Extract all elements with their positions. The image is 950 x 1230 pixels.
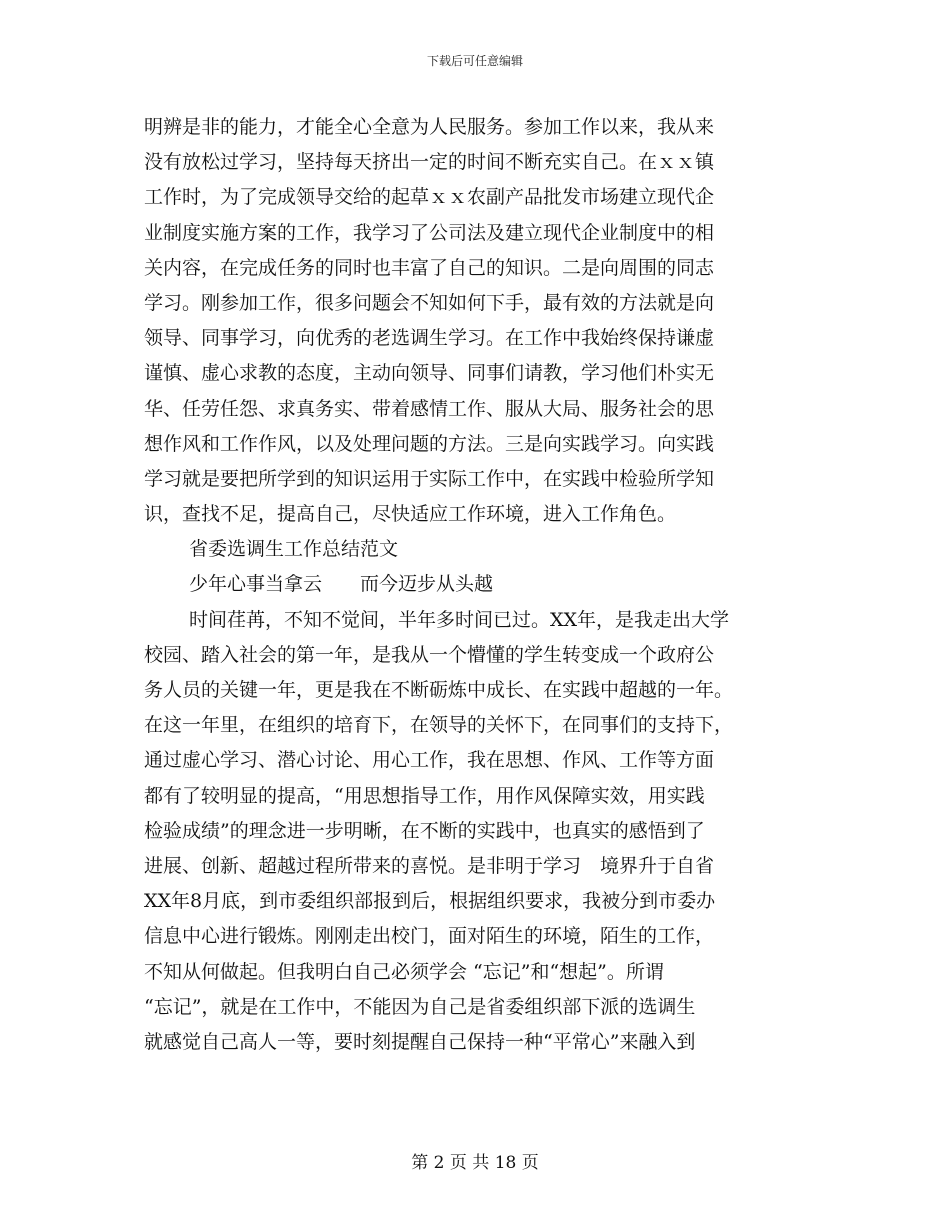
text-line: 在这一年里，在组织的培育下，在领导的关怀下，在同事们的支持下， — [144, 714, 734, 737]
text-line: 都有了较明显的提高，“用思想指导工作，用作风保障实效，用实践 — [144, 784, 705, 807]
text-line: 领导、同事学习，向优秀的老选调生学习。在工作中我始终保持谦虚 — [144, 327, 715, 350]
text-line: 进展、创新、超越过程所带来的喜悦。是非明于学习 境界升于自省 — [144, 854, 715, 877]
text-line: 学习就是要把所学到的知识运用于实际工作中，在实践中检验所学知 — [144, 467, 715, 490]
text-line: 关内容，在完成任务的同时也丰富了自己的知识。二是向周围的同志 — [144, 256, 715, 279]
text-line: 不知从何做起。但我明白自己必须学会 “忘记”和“想起”。所谓 — [144, 960, 664, 983]
text-line: 识，查找不足，提高自己，尽快适应工作环境，进入工作角色。 — [144, 503, 677, 526]
text-line: 通过虚心学习、潜心讨论、用心工作，我在思想、作风、工作等方面 — [144, 749, 715, 772]
text-line: 谨慎、虚心求教的态度，主动向领导、同事们请教，学习他们朴实无 — [144, 362, 715, 385]
text-line: 学习。刚参加工作，很多问题会不知如何下手，最有效的方法就是向 — [144, 291, 715, 314]
text-line: 想作风和工作作风，以及处理问题的方法。三是向实践学习。向实践 — [144, 432, 715, 455]
text-line: 工作时，为了完成领导交给的起草ｘｘ农副产品批发市场建立现代企 — [144, 186, 715, 209]
text-line: 时间荏苒，不知不觉间，半年多时间已过。XX年，是我走出大学 — [189, 608, 730, 631]
page-number: 第 2 页 共 18 页 — [411, 1153, 539, 1173]
text-line: 明辨是非的能力，才能全心全意为人民服务。参加工作以来，我从来 — [144, 116, 715, 138]
text-line: 就感觉自己高人一等，要时刻提醒自己保持一种“平常心”来融入到 — [144, 1030, 696, 1053]
text-line: XX年8月底，到市委组织部报到后，根据组织要求，我被分到市委办 — [144, 890, 716, 913]
document-body — [144, 110, 804, 1060]
text-line: 没有放松过学习，坚持每天挤出一定的时间不断充实自己。在ｘｘ镇 — [144, 151, 715, 174]
text-line: 华、任劳任怨、求真务实、带着感情工作、服从大局、服务社会的思 — [144, 397, 715, 420]
text-line: 检验成绩”的理念进一步明晰，在不断的实践中，也真实的感悟到了 — [144, 819, 705, 842]
section-subtitle: 少年心事当拿云 而今迈步从头越 — [189, 573, 494, 596]
page-header: 下载后可任意编辑 — [426, 54, 523, 68]
text-line: 校园、踏入社会的第一年，是我从一个懵懂的学生转变成一个政府公 — [144, 643, 715, 666]
text-line: 业制度实施方案的工作，我学习了公司法及建立现代企业制度中的相 — [144, 221, 715, 244]
text-line: 务人员的关键一年，更是我在不断砺炼中成长、在实践中超越的一年。 — [144, 679, 734, 701]
text-line: 信息中心进行锻炼。刚刚走出校门，面对陌生的环境，陌生的工作， — [144, 925, 715, 948]
text-line: “忘记”，就是在工作中，不能因为自己是省委组织部下派的选调生 — [144, 995, 696, 1018]
section-title: 省委选调生工作总结范文 — [189, 538, 399, 561]
